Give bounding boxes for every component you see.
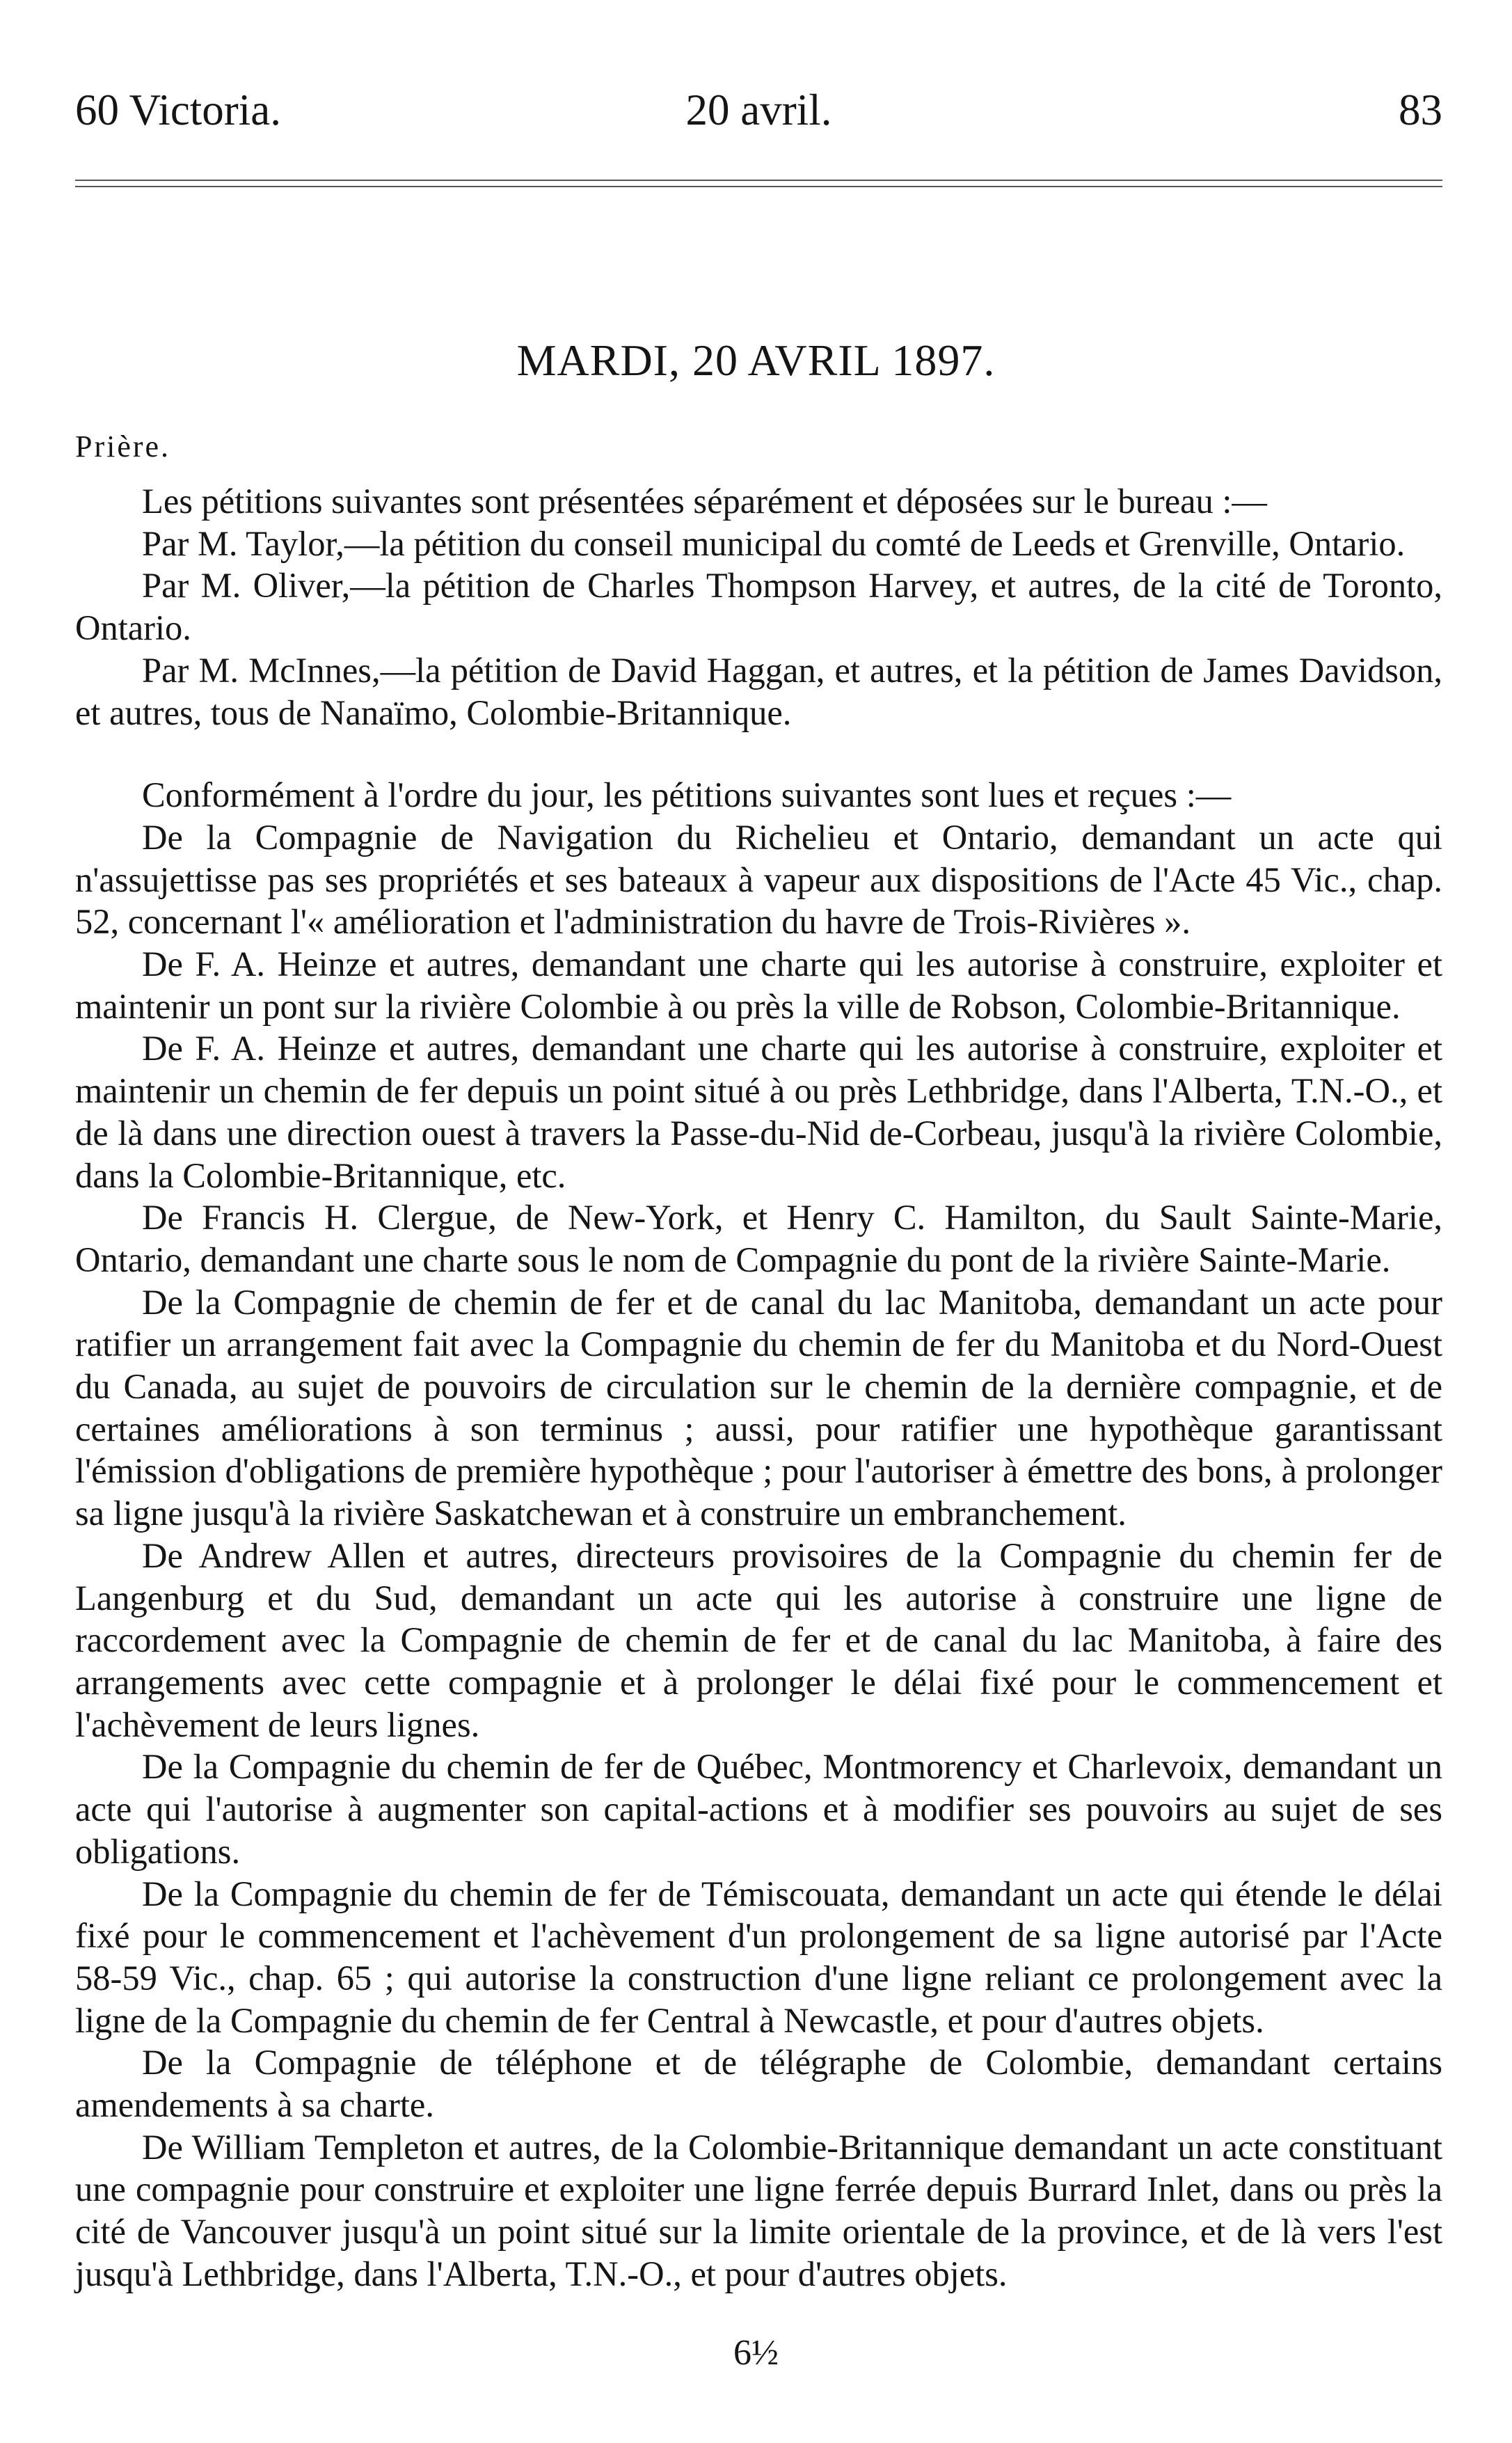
- paragraph-templeton: De William Templeton et autres, de la Colombie-Britannique demandant un acte constituant une compagnie pour construire et exploiter une ligne ferrée depuis Burrard Inlet, dans ou près la cité de Vancouver jusqu'à un point situé sur la limite orientale de la province, et de là vers l'est jusqu'à Lethbridge, dans l'Alberta, T.N.-O., et pour d'autres objets.: [75, 2127, 1442, 2293]
- paragraph-quebec-montmorency: De la Compagnie du chemin de fer de Québec, Montmorency et Charlevoix, demandant un acte qui l'autorise à augmenter son capital-actions et à modifier ses pouvoirs au sujet de ses obligations.: [75, 1747, 1442, 1871]
- sitting-date-title: MARDI, 20 AVRIL 1897.: [516, 335, 996, 385]
- paragraph-taylor: Par M. Taylor,—la pétition du conseil municipal du comté de Leeds et Grenville, Ontario.: [142, 523, 1406, 563]
- paragraph-petitions-intro: Les pétitions suivantes sont présentées séparément et déposées sur le bureau :—: [142, 482, 1267, 521]
- page-number: 83: [1399, 86, 1442, 134]
- paragraph-order-of-day: Conformément à l'ordre du jour, les pétitions suivantes sont lues et reçues :—: [142, 775, 1232, 815]
- header-date: 20 avril.: [685, 86, 832, 134]
- header-rule: [75, 180, 1442, 187]
- paragraph-temiscouata: De la Compagnie du chemin de fer de Témiscouata, demandant un acte qui étende le délai fixé pour le commencement et l'achèvement d'un prolongement de sa ligne autorisé par l'Acte 58-59 Vic., chap. 65 ; qui autorise la construction d'une ligne reliant ce prolongement avec la ligne de la Compagnie du chemin de fer Central à Newcastle, et pour d'autres objets.: [75, 1874, 1442, 2040]
- paragraph-richelieu: De la Compagnie de Navigation du Richelieu et Ontario, demandant un acte qui n'assujettisse pas ses propriétés et ses bateaux à vapeur aux dispositions de l'Acte 45 Vic., chap. 52, concernant l'« amélioration et l'administration du havre de Trois-Rivières ».: [75, 817, 1442, 942]
- paragraph-heinze-bridge: De F. A. Heinze et autres, demandant une charte qui les autorise à construire, exploiter et maintenir un pont sur la rivière Colombie à ou près la ville de Robson, Colombie-Britannique.: [75, 944, 1442, 1026]
- printer-signature-mark: 6½: [733, 2333, 779, 2373]
- paragraph-langenburg: De Andrew Allen et autres, directeurs provisoires de la Compagnie du chemin fer de Langenburg et du Sud, demandant un acte qui les autorise à construire une ligne de raccordement avec la Compagnie de chemin de fer et de canal du lac Manitoba, à faire des arrangements avec cette compagnie et à prolonger le délai fixé pour le commencement et l'achèvement de leurs lignes.: [75, 1535, 1442, 1744]
- journal-body: [75, 480, 1442, 2295]
- paragraph-colombie-telephone: De la Compagnie de téléphone et de télégraphe de Colombie, demandant certains amendements à sa charte.: [75, 2043, 1442, 2125]
- paragraph-mcinnes: Par M. McInnes,—la pétition de David Haggan, et autres, et la pétition de James Davidson, et autres, tous de Nanaïmo, Colombie-Britannique.: [75, 650, 1442, 732]
- paragraph-manitoba-canal: De la Compagnie de chemin de fer et de canal du lac Manitoba, demandant un acte pour ratifier un arrangement fait avec la Compagnie du chemin de fer du Manitoba et du Nord-Ouest du Canada, au sujet de pouvoirs de circulation sur le chemin de la dernière compagnie, et de certaines améliorations à son terminus ; aussi, pour ratifier une hypothèque garantissant l'émission d'obligations de première hypothèque ; pour l'autoriser à émettre des bons, à prolonger sa ligne jusqu'à la rivière Saskatchewan et à construire un embranchement.: [75, 1282, 1442, 1533]
- header-session: 60 Victoria.: [75, 86, 281, 134]
- running-header: [75, 82, 1442, 138]
- paragraph-clergue: De Francis H. Clergue, de New-York, et Henry C. Hamilton, du Sault Sainte-Marie, Ontario, demandant une charte sous le nom de Compagnie du pont de la rivière Sainte-Marie.: [75, 1198, 1442, 1279]
- priere-heading: Prière.: [75, 429, 171, 464]
- paragraph-oliver: Par M. Oliver,—la pétition de Charles Thompson Harvey, et autres, de la cité de Toronto, Ontario.: [75, 566, 1442, 648]
- paragraph-heinze-railway: De F. A. Heinze et autres, demandant une charte qui les autorise à construire, exploiter et maintenir un chemin de fer depuis un point situé à ou près Lethbridge, dans l'Alberta, T.N.-O., et de là dans une direction ouest à travers la Passe-du-Nid de-Corbeau, jusqu'à la rivière Colombie, dans la Colombie-Britannique, etc.: [75, 1029, 1442, 1195]
